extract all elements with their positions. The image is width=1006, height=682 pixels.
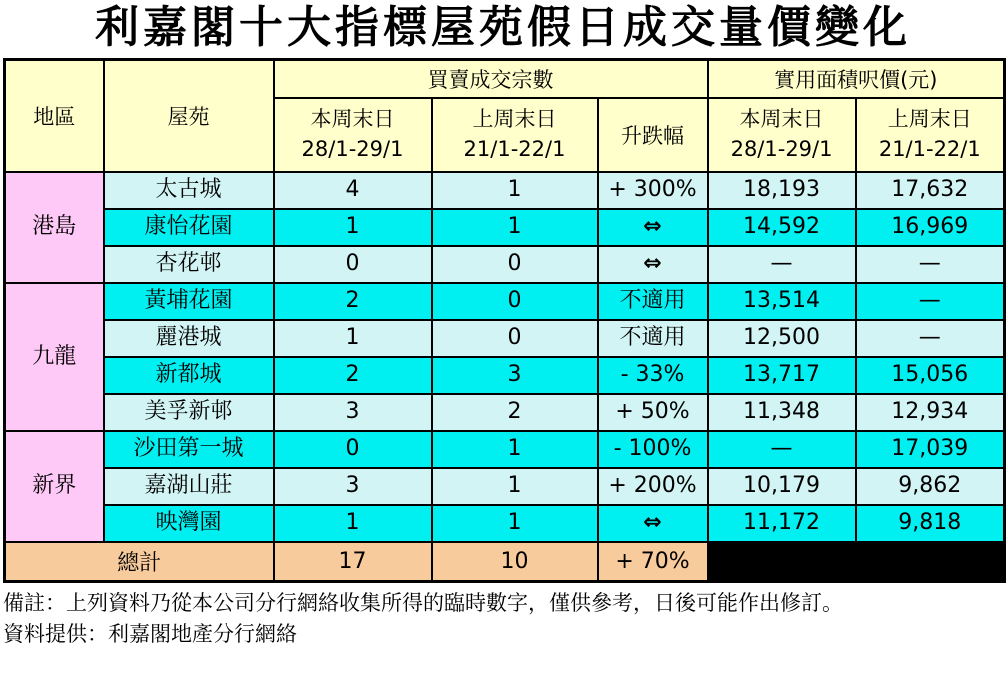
- estate-cell: 沙田第一城: [104, 431, 274, 468]
- tx-this-week-cell: 2: [274, 357, 432, 394]
- total-tx-last-week-cell: 10: [432, 542, 598, 582]
- tx-last-week-cell: 0: [432, 246, 598, 283]
- price-last-week-cell: —: [856, 283, 1005, 320]
- price-last-week-cell: 9,862: [856, 468, 1005, 505]
- table-row: [5, 431, 1005, 468]
- tx-this-week-dates: 28/1-29/1: [301, 137, 404, 161]
- footer-notes: [3, 588, 1006, 650]
- col-header-tx-this-week: [274, 98, 432, 172]
- tx-this-week-cell: 0: [274, 431, 432, 468]
- tx-this-week-cell: 4: [274, 172, 432, 209]
- estate-cell: 黃埔花園: [104, 283, 274, 320]
- price-last-week-cell: 15,056: [856, 357, 1005, 394]
- change-cell: 不適用: [598, 320, 708, 357]
- change-cell: + 300%: [598, 172, 708, 209]
- price-this-week-dates: 28/1-29/1: [730, 137, 833, 161]
- tx-this-week-cell: 1: [274, 320, 432, 357]
- price-this-week-cell: 14,592: [708, 209, 856, 246]
- estate-cell: 新都城: [104, 357, 274, 394]
- price-last-week-cell: —: [856, 320, 1005, 357]
- tx-this-week-cell: 3: [274, 394, 432, 431]
- tx-last-week-cell: 1: [432, 468, 598, 505]
- district-cell: 港島: [5, 172, 104, 283]
- price-last-week-cell: 9,818: [856, 505, 1005, 542]
- tx-last-week-cell: 0: [432, 283, 598, 320]
- total-change-cell: + 70%: [598, 542, 708, 582]
- tx-this-week-cell: 3: [274, 468, 432, 505]
- total-row: [5, 542, 1005, 582]
- note-text: 備註：上列資料乃從本公司分行網絡收集所得的臨時數字，僅供參考，日後可能作出修訂。: [3, 591, 843, 615]
- change-cell: 不適用: [598, 283, 708, 320]
- tx-last-week-cell: 1: [432, 209, 598, 246]
- source-text: 資料提供：利嘉閣地產分行網絡: [3, 622, 297, 646]
- price-this-week-cell: 18,193: [708, 172, 856, 209]
- col-header-price-last-week: [856, 98, 1005, 172]
- col-header-estate: 屋苑: [104, 60, 274, 172]
- table-row: [5, 468, 1005, 505]
- tx-this-week-cell: 0: [274, 246, 432, 283]
- price-last-week-cell: —: [856, 246, 1005, 283]
- price-last-week-label: 上周末日: [887, 107, 972, 131]
- price-last-week-cell: 17,632: [856, 172, 1005, 209]
- tx-last-week-cell: 1: [432, 431, 598, 468]
- table-row: [5, 246, 1005, 283]
- estate-cell: 映灣園: [104, 505, 274, 542]
- table-row: [5, 209, 1005, 246]
- change-cell: ⇔: [598, 209, 708, 246]
- estate-cell: 麗港城: [104, 320, 274, 357]
- table-row: [5, 172, 1005, 209]
- price-this-week-cell: —: [708, 431, 856, 468]
- col-group-price: 實用面積呎價(元): [708, 60, 1005, 98]
- total-blacked-out-cell: [708, 542, 1005, 582]
- col-header-tx-last-week: [432, 98, 598, 172]
- price-this-week-label: 本周末日: [739, 107, 824, 131]
- col-group-transactions: 買賣成交宗數: [274, 60, 708, 98]
- price-last-week-cell: 17,039: [856, 431, 1005, 468]
- estate-cell: 杏花邨: [104, 246, 274, 283]
- col-header-price-this-week: [708, 98, 856, 172]
- table-row: [5, 283, 1005, 320]
- change-cell: ⇔: [598, 246, 708, 283]
- tx-this-week-cell: 2: [274, 283, 432, 320]
- col-header-district: 地區: [5, 60, 104, 172]
- change-cell: + 200%: [598, 468, 708, 505]
- total-label-cell: 總計: [5, 542, 274, 582]
- change-cell: + 50%: [598, 394, 708, 431]
- price-last-week-dates: 21/1-22/1: [878, 137, 981, 161]
- estate-cell: 康怡花園: [104, 209, 274, 246]
- table-row: [5, 357, 1005, 394]
- price-this-week-cell: 10,179: [708, 468, 856, 505]
- price-this-week-cell: 11,172: [708, 505, 856, 542]
- tx-last-week-label: 上周末日: [472, 107, 557, 131]
- tx-this-week-cell: 1: [274, 505, 432, 542]
- table-row: [5, 505, 1005, 542]
- price-this-week-cell: 11,348: [708, 394, 856, 431]
- change-cell: ⇔: [598, 505, 708, 542]
- tx-last-week-cell: 2: [432, 394, 598, 431]
- price-this-week-cell: 12,500: [708, 320, 856, 357]
- tx-last-week-cell: 1: [432, 172, 598, 209]
- district-cell: 九龍: [5, 283, 104, 431]
- tx-last-week-cell: 1: [432, 505, 598, 542]
- tx-last-week-cell: 0: [432, 320, 598, 357]
- price-this-week-cell: 13,514: [708, 283, 856, 320]
- group-header-row: [5, 60, 1005, 98]
- table-row: [5, 320, 1005, 357]
- change-cell: - 100%: [598, 431, 708, 468]
- tx-this-week-label: 本周末日: [310, 107, 395, 131]
- page-title: 利嘉閣十大指標屋苑假日成交量價變化: [95, 2, 911, 53]
- estate-cell: 太古城: [104, 172, 274, 209]
- estate-cell: 美孚新邨: [104, 394, 274, 431]
- price-this-week-cell: —: [708, 246, 856, 283]
- total-tx-this-week-cell: 17: [274, 542, 432, 582]
- price-this-week-cell: 13,717: [708, 357, 856, 394]
- district-cell: 新界: [5, 431, 104, 542]
- table-row: [5, 394, 1005, 431]
- tx-last-week-dates: 21/1-22/1: [463, 137, 566, 161]
- estate-cell: 嘉湖山莊: [104, 468, 274, 505]
- tx-this-week-cell: 1: [274, 209, 432, 246]
- data-table: [3, 58, 1006, 583]
- tx-last-week-cell: 3: [432, 357, 598, 394]
- change-cell: - 33%: [598, 357, 708, 394]
- price-last-week-cell: 12,934: [856, 394, 1005, 431]
- price-last-week-cell: 16,969: [856, 209, 1005, 246]
- col-header-change: 升跌幅: [598, 98, 708, 172]
